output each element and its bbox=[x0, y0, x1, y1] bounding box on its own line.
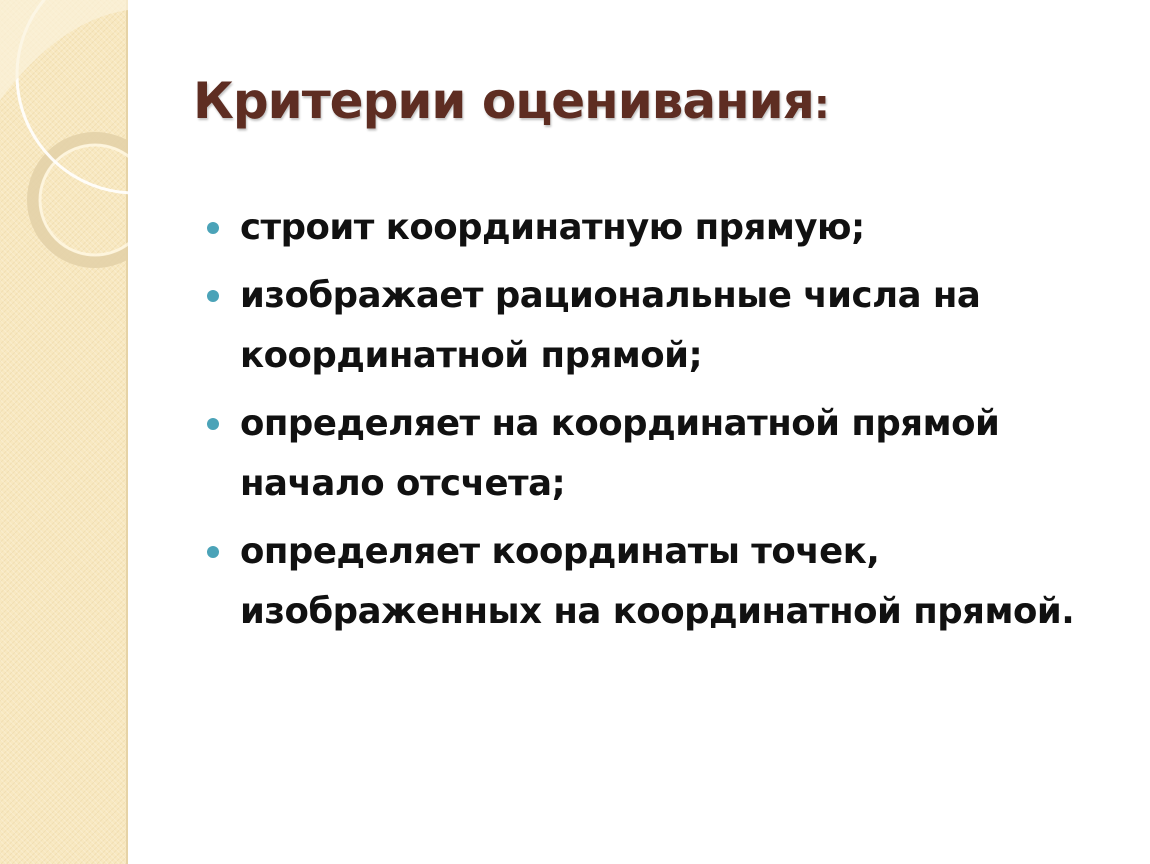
list-item-text: определяет координаты точек, изображенных на координатной прямой. bbox=[240, 531, 1075, 632]
bullet-dot-icon bbox=[207, 418, 219, 430]
circle-rings-decoration bbox=[0, 0, 128, 320]
list-item-text: изображает рациональные числа на координатной прямой; bbox=[240, 275, 981, 376]
slide-title bbox=[193, 72, 829, 130]
list-item-text: определяет на координатной прямой начало отсчета; bbox=[240, 403, 1000, 504]
slide-title-text: Критерии оценивания bbox=[193, 72, 814, 130]
bullet-dot-icon bbox=[207, 222, 219, 234]
bullet-dot-icon bbox=[207, 290, 219, 302]
list-item bbox=[240, 266, 1120, 386]
bullet-dot-icon bbox=[207, 546, 219, 558]
list-item bbox=[240, 198, 1120, 258]
slide-title-colon: : bbox=[813, 82, 829, 128]
criteria-list bbox=[240, 198, 1120, 650]
list-item bbox=[240, 522, 1120, 642]
list-item bbox=[240, 394, 1120, 514]
list-item-text: строит координатную прямую; bbox=[240, 207, 865, 248]
